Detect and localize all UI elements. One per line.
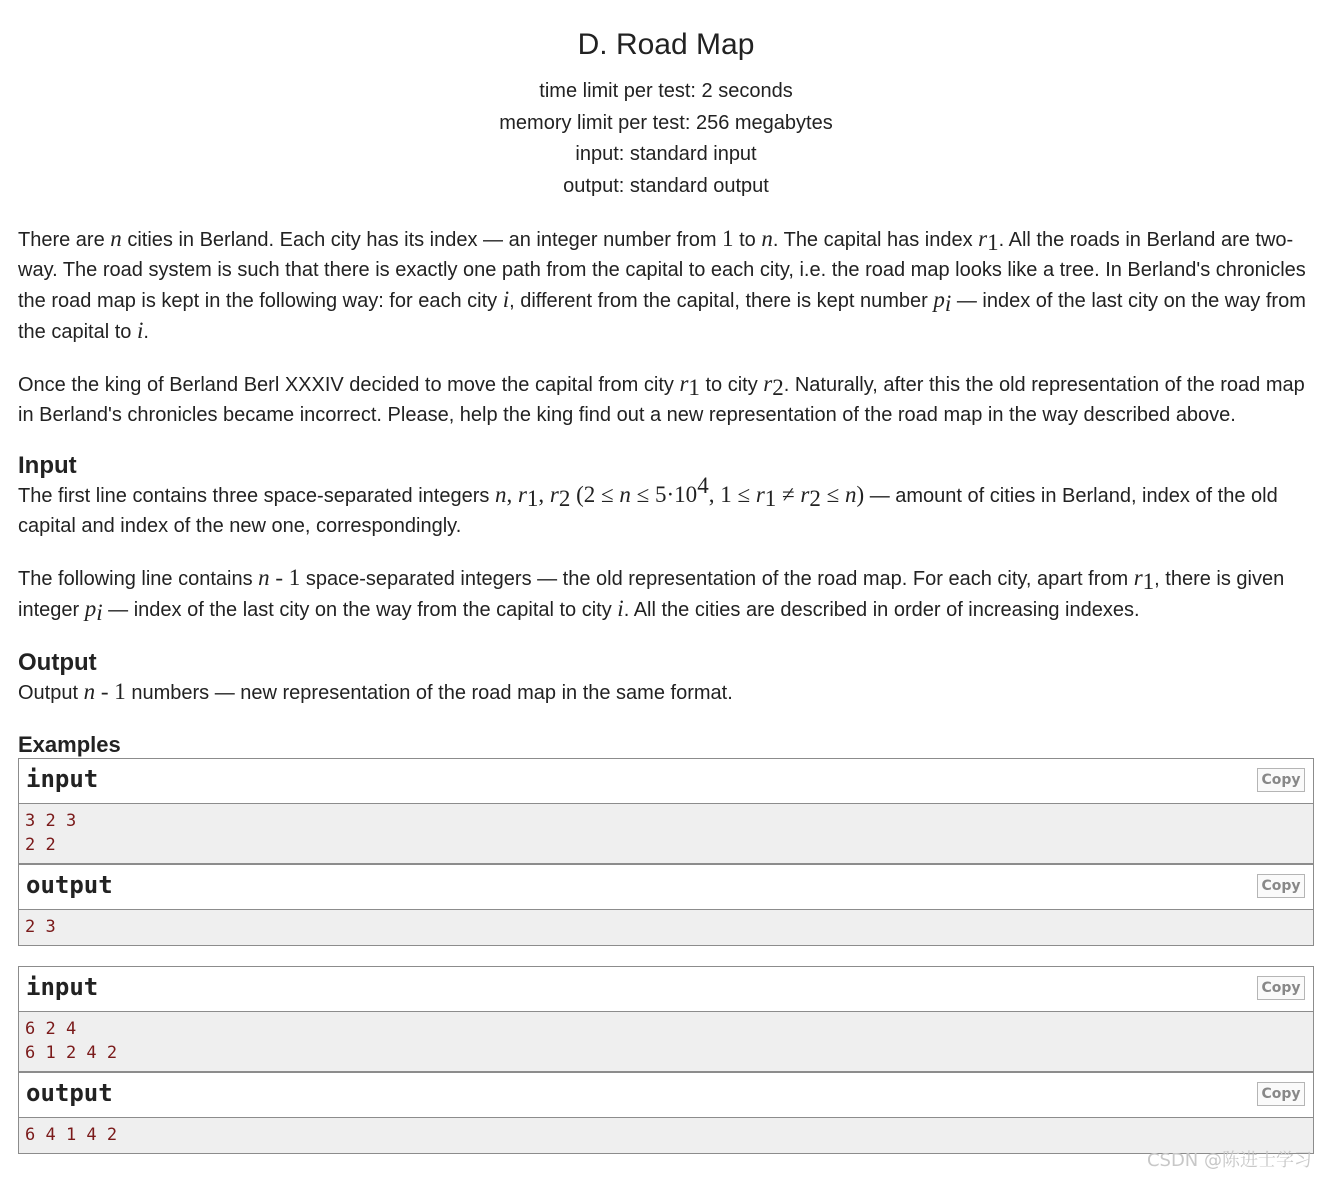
example-2-output: [19, 1118, 1313, 1153]
output-paragraph: Output n - 1 numbers — new representation of the road map in the same format.: [18, 679, 733, 704]
example-2-input-header: [19, 967, 1313, 1012]
statement-paragraph-2: Once the king of Berland Berl XXXIV decided to move the capital from city $r_1$ to city $r_2$. Naturally, after this the old representation of the road map in Berland's chronicles became incorrect. Please, help the king find out a new representation of the road map in the way described above.: [18, 371, 1305, 426]
limits-block: [18, 76, 1314, 202]
input-paragraph-2: The following line contains n - 1 space-separated integers — the old representation of the road map. For each city, apart from $r_1$, there is given integer $p_i$ — index of the last city on the way from the capital to city i. All the cities are described in order of increasing indexes.: [18, 565, 1285, 625]
input-line: 3 2 3: [25, 811, 77, 831]
output-section-title: Output: [18, 649, 97, 676]
watermark: CSDN @陈进士学习: [1146, 1150, 1312, 1171]
problem-title: D. Road Map: [577, 28, 755, 61]
copy-button[interactable]: Copy: [1257, 976, 1305, 1000]
output-label: output: [26, 871, 113, 899]
output-label: output: [26, 1079, 113, 1107]
memory-limit: memory limit per test: 256 megabytes: [499, 111, 833, 134]
input-line: 6 2 4: [25, 1019, 77, 1039]
input-line: 6 1 2 4 2: [25, 1043, 118, 1063]
input-label: input: [26, 765, 99, 793]
problem-page: [18, 0, 1314, 1154]
copy-button[interactable]: Copy: [1257, 874, 1305, 898]
time-limit: time limit per test: 2 seconds: [539, 80, 793, 102]
copy-button[interactable]: Copy: [1257, 768, 1305, 792]
copy-button[interactable]: Copy: [1257, 1082, 1305, 1106]
examples-title: Examples: [18, 732, 121, 757]
example-1-output: [19, 910, 1313, 945]
example-1-output-header: [19, 865, 1313, 910]
input-line: 2 2: [25, 835, 56, 855]
output-line: 2 3: [25, 917, 56, 937]
output-spec: output: standard output: [563, 174, 769, 197]
input-paragraph-1: The first line contains three space-separated integers n, $r_1$, $r_2$ ($2 \le n \le 5\cdot 10^4$, $1 \le r_1 \ne r_2 \le n$) — amount of cities in Berland, index of the old capital and index of the new one, correspondingly.: [18, 473, 1278, 537]
example-1-input: [19, 804, 1313, 863]
input-label: input: [26, 973, 99, 1001]
example-1-input-header: [19, 759, 1313, 804]
example-2-input: [19, 1012, 1313, 1071]
output-line: 6 4 1 4 2: [25, 1125, 118, 1145]
input-spec: input: standard input: [575, 143, 757, 165]
example-2: [18, 966, 1314, 1154]
example-2-output-header: [19, 1073, 1313, 1118]
statement-paragraph-1: There are n cities in Berland. Each city has its index — an integer number from 1 to n. The capital has index $r_1$. All the roads in Berland are two-way. The road system is such that there is exactly one path from the capital to each city, i.e. the road map looks like a tree. In Berland's chronicles the road map is kept in the following way: for each city i, different from the capital, there is kept number $p_i$ — index of the last city on the way from the capital to i.: [18, 226, 1306, 343]
input-section-title: Input: [18, 452, 77, 479]
example-1: [18, 758, 1314, 946]
